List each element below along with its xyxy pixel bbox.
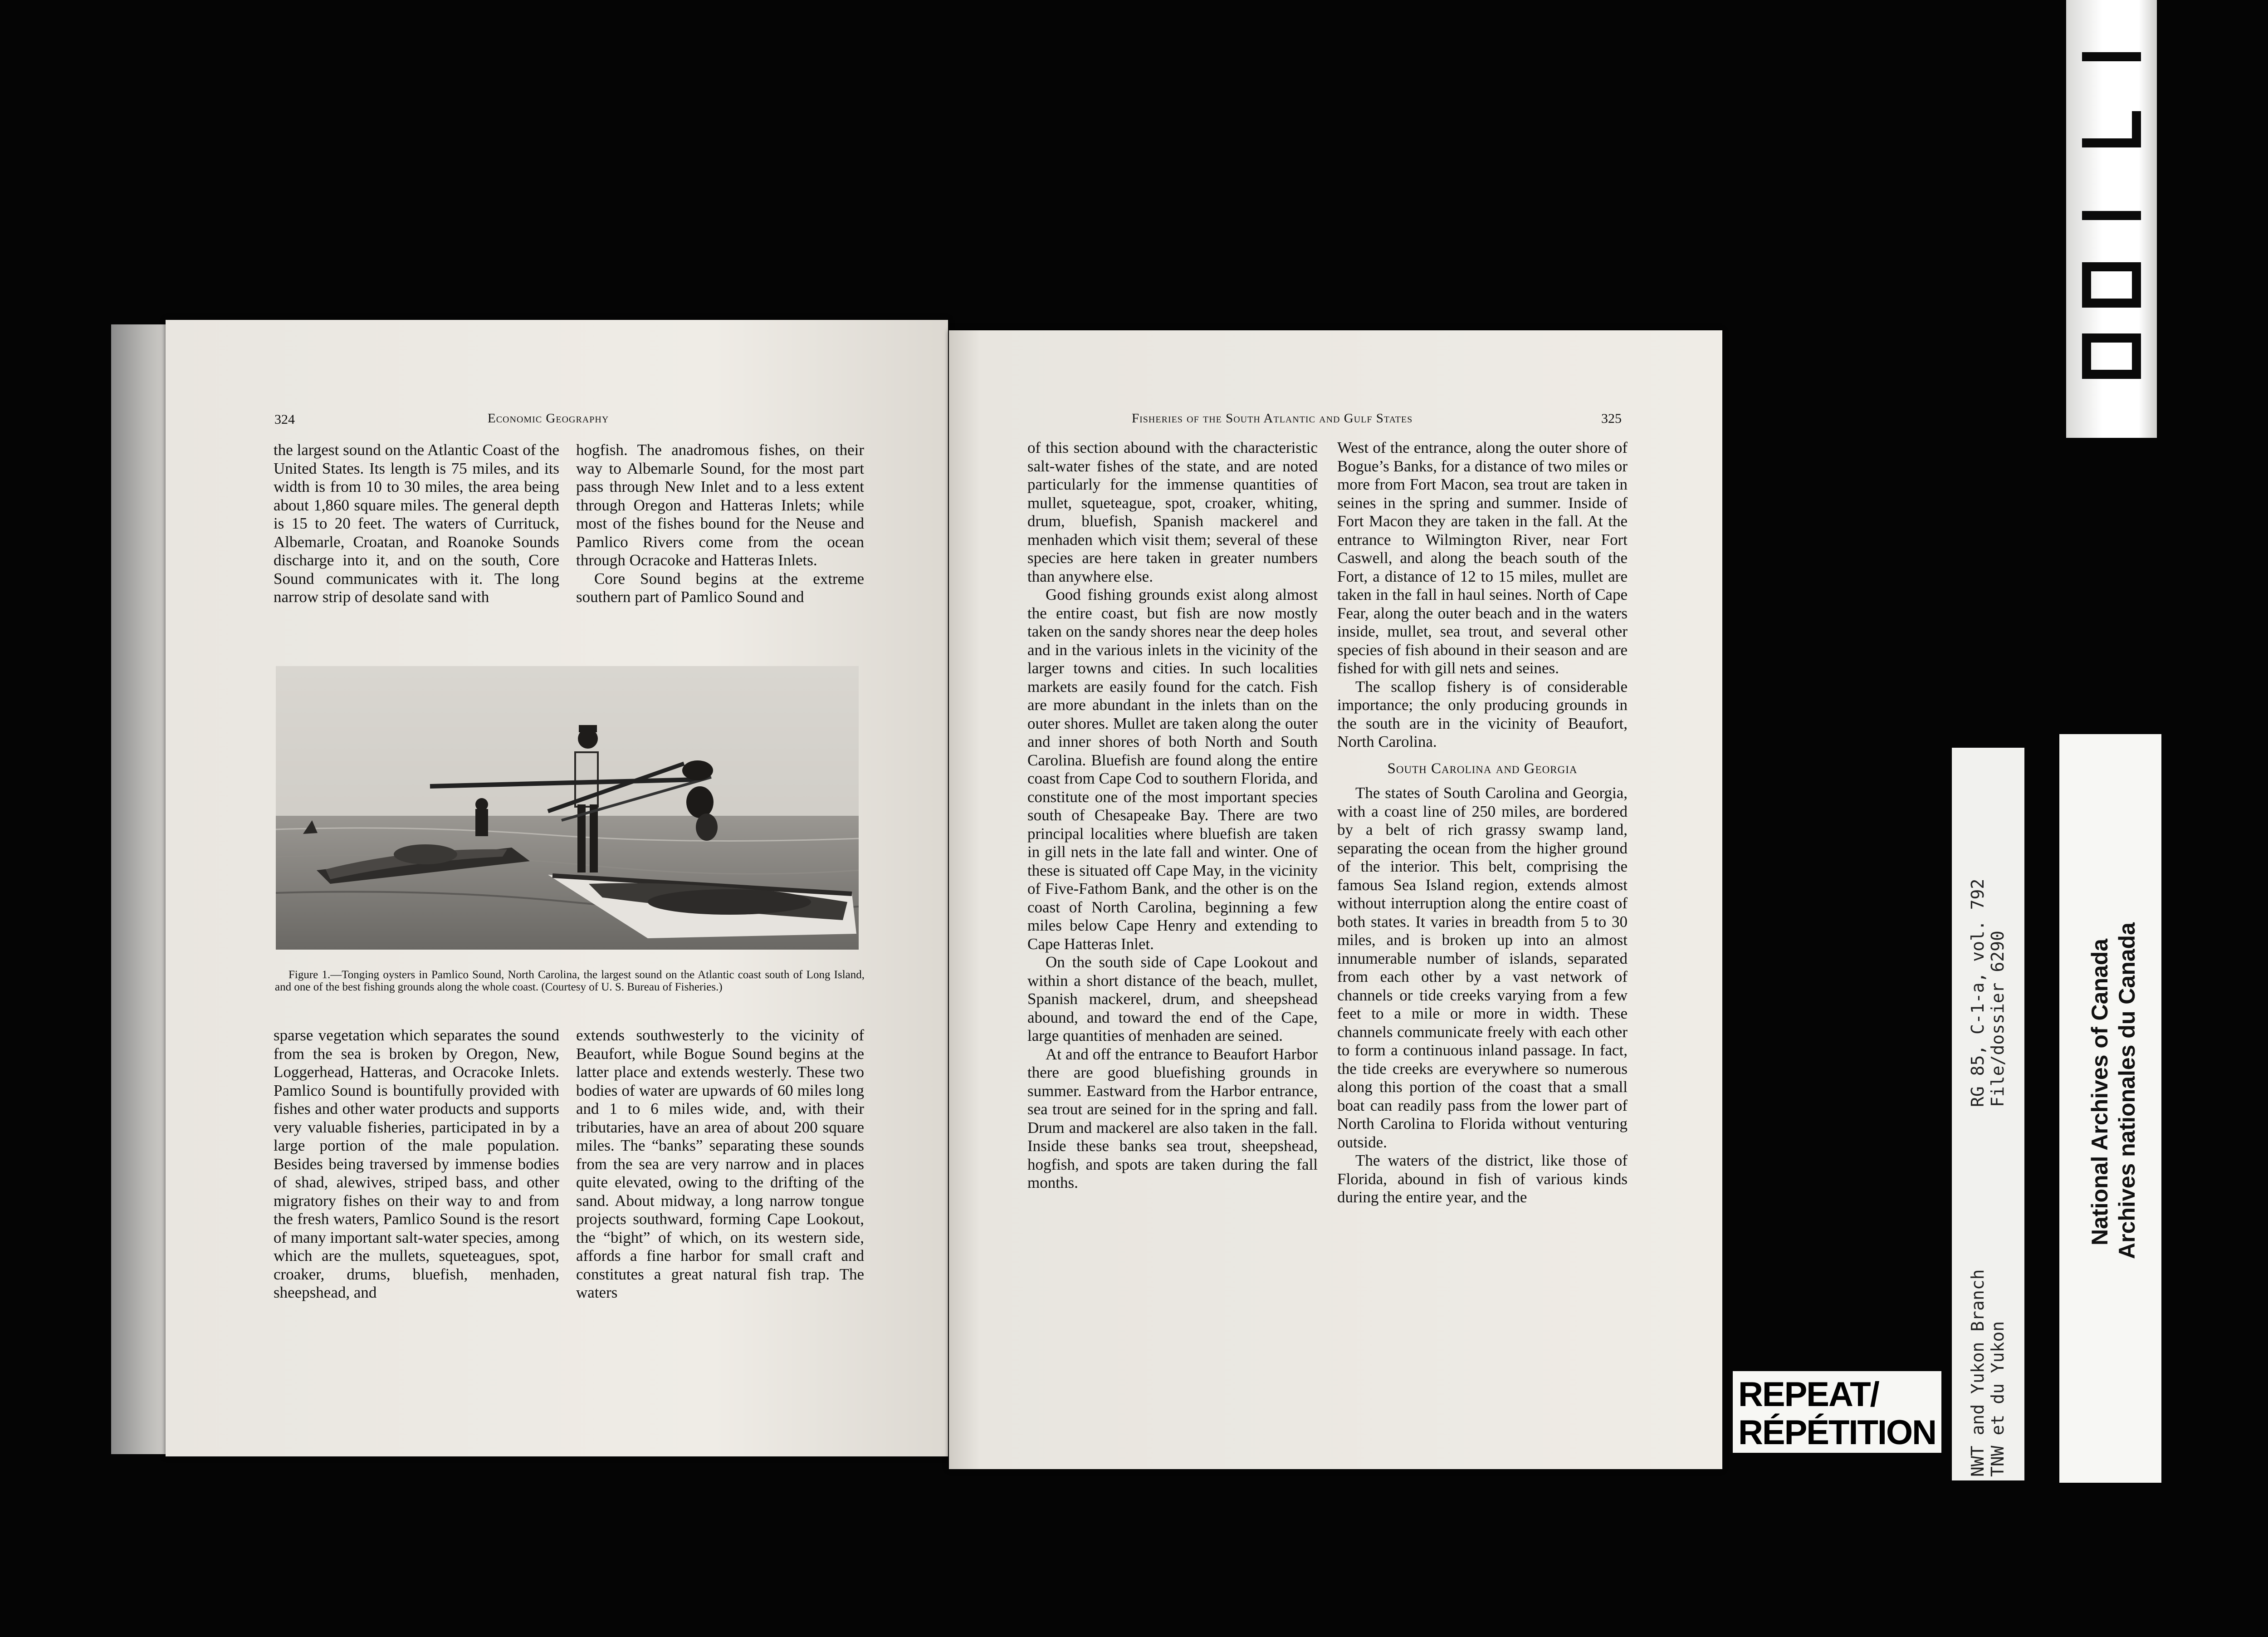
reference-line-1: RG 85, C-1-a, vol. 792: [1968, 878, 1988, 1107]
paragraph: sparse vegetation which separates the sound from the sea is broken by Oregon, New, Loggerhead, Hatteras, and Ocracoke Inlets. Pamlico Sound is bountifully provided with fishes and other water products and supports very valuable fisheries, participated in by a large portion of the male population. Besides being traversed by immense bodies of shad, alewives, striped bass, and other migratory fishes on their way to and from the fresh waters, Pamlico Sound is the resort of many important salt-water species, among which are the mullets, squeteagues, spot, croaker, drums, bluefish, menhaden, sheepshead, and: [274, 1026, 559, 1301]
paragraph: extends southwesterly to the vicinity of Beaufort, while Bogue Sound begins at the latter place and extends westerly. These two bodies of water are upwards of 60 miles long and 1 to 6 miles wide, and, with their tributaries, have an area of about 200 square miles. The “banks” separating these sounds from the sea are very narrow and in places quite elevated, owing to the drifting of the sand. About midway, a long narrow tongue projects southward, forming Cape Lookout, the “bight” of which, on its western side, affords a fine harbor for small craft and constitutes a great natural fish trap. The waters: [576, 1026, 864, 1301]
branch-line-1: NWT and Yukon Branch: [1968, 1269, 1988, 1477]
repeat-label-line-1: REPEAT/: [1738, 1375, 1879, 1414]
branch-line-2: TNW et du Yukon: [1988, 1321, 2008, 1477]
paragraph: On the south side of Cape Lookout and within a short distance of the beach, mullet, Spanish mackerel, drum, and sheepshead abound, and toward the end of the Cape, large quantities of menhaden are seined.: [1027, 953, 1318, 1044]
paragraph: At and off the entrance to Beaufort Harbor there are good bluefishing grounds in summer. Eastward from the Harbor entrance, sea trout are seined for in the spring and fall. Drum and mackerel are also taken in the fall. Inside these banks sea trout, sheepshead, hogfish, and spots are taken during the fall months.: [1027, 1045, 1318, 1191]
left-col1-bottom: [274, 1026, 559, 1355]
left-page-number: 324: [274, 412, 295, 427]
left-col2-bottom: [576, 1026, 864, 1355]
paragraph: Core Sound begins at the extreme southern part of Pamlico Sound and: [576, 569, 864, 606]
archives-name-fr: Archives nationales du Canada: [2114, 922, 2140, 1259]
right-col1: [1027, 439, 1318, 1358]
oyster-tonging-photo: [276, 666, 859, 950]
book-page-edges: [111, 324, 168, 1454]
paragraph: The states of South Carolina and Georgia, with a coast line of 250 miles, are bordered by a belt of rich grassy swamp land, separating the ocean from the higher ground of the interior. This belt, comprising the famous Sea Island region, extends almost without interruption along the entire coast of both states. It varies in breadth from 5 to 30 miles, and is broken up into an almost innumerable number of islands, separated from each other by a vast network of channels or tide creeks varying from a few feet to a mile or more in width. These channels communicate freely with each other to form a continuous inland passage. In fact, the tide creeks are everywhere so numerous along this portion of the coast that a small boat can readily pass from the lower part of North Carolina to Florida without venturing outside.: [1337, 784, 1628, 1151]
paragraph: Good fishing grounds exist along almost the entire coast, but fish are now mostly taken on the sandy shores near the deep holes and in the various inlets in the vicinity of the larger towns and cities. In such localities markets are easily found for the catch. Fish are more abundant in the inlets than on the outer shores. Mullet are taken along the outer and inner shores of both North and South Carolina. Bluefish are found along the entire coast from Cape Cod to southern Florida, and constitute one of the most important species south of Chesapeake Bay. There are two principal localities where bluefish are taken in gill nets in the late fall and winter. One of these is situated off Cape May, in the vicinity of Five-Fathom Bank, and the other is on the coast of North Carolina, beginning a few miles below Cape Henry and extending to Cape Hatteras Inlet.: [1027, 586, 1318, 953]
paragraph: hogfish. The anadromous fishes, on their way to Albemarle Sound, for the most part pass through New Inlet and to a less extent through Oregon and Hatteras Inlets; while most of the fishes bound for the Neuse and Pamlico Rivers come from the ocean through Ocracoke and Hatteras Inlets.: [576, 441, 864, 569]
frame-number: [2071, 5, 2152, 431]
right-col2: [1337, 439, 1628, 1358]
right-running-head: Fisheries of the South Atlantic and Gulf States: [1132, 411, 1413, 426]
repeat-label: [1733, 1371, 1941, 1453]
paragraph: West of the entrance, along the outer shore of Bogue’s Banks, for a distance of two miles or more from Fort Macon, sea trout are taken in seines in the spring and summer. Inside of Fort Macon they are taken in the fall. At the entrance to Wilmington River, near Fort Caswell, and along the beach south of the Fort, a distance of 12 to 15 miles, mullet are taken in the fall in haul seines. North of Cape Fear, along the outer beach and in the waters inside, mullet, sea trout, and several other species of fish abound in their season and are fished for with gill nets and seines.: [1337, 439, 1628, 677]
left-col1-top: [274, 441, 559, 654]
paragraph: The waters of the district, like those of Florida, abound in fish of various kinds during the entire year, and the: [1337, 1152, 1628, 1206]
archives-name-en: National Archives of Canada: [2087, 938, 2112, 1245]
paragraph: The scallop fishery is of considerable importance; the only producing grounds in the south are in the vicinity of Beaufort, North Carolina.: [1337, 677, 1628, 750]
right-page-number: 325: [1601, 411, 1622, 426]
paragraph: the largest sound on the Atlantic Coast of the United States. Its length is 75 miles, and its width is from 10 to 30 miles, the area being about 1,860 square miles. The general depth is 15 to 20 feet. The waters of Currituck, Albemarle, Croatan, and Roanoke Sounds discharge into it, and on the south, Core Sound communicates with it. The long narrow strip of desolate sand with: [274, 441, 559, 606]
figure-caption: [275, 969, 865, 993]
paragraph: of this section abound with the characteristic salt-water fishes of the state, and are noted particularly for the immense quantities of mullet, squeteague, spot, croaker, whiting, drum, bluefish, Spanish mackerel and menhaden which visit them; several of these species are here taken in greater numbers than anywhere else.: [1027, 439, 1318, 585]
repeat-label-line-2: RÉPÉTITION: [1738, 1413, 1936, 1452]
reference-line-2: File/dossier 6290: [1988, 931, 2008, 1107]
caption-text: Figure 1.—Tonging oysters in Pamlico Sound, North Carolina, the largest sound on the Atlantic coast south of Long Island, and one of the best fishing grounds along the whole coast. (Courtesy of U. S. Bureau of Fisheries.): [275, 969, 865, 993]
section-heading: South Carolina and Georgia: [1387, 760, 1578, 777]
left-running-head: Economic Geography: [488, 411, 609, 426]
left-col2-top: [576, 441, 864, 654]
